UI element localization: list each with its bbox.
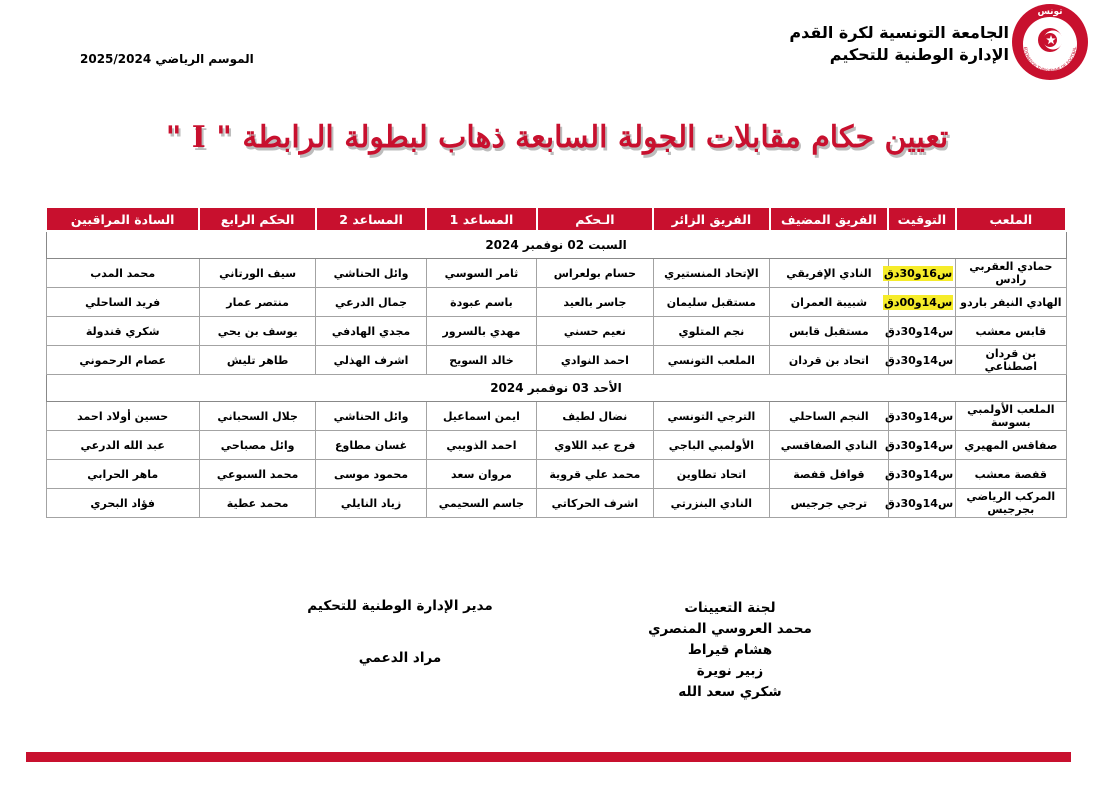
- col-away-team: الفريق الزائر: [653, 207, 770, 231]
- table-row: [46, 431, 1066, 460]
- assistant-1-cell: ثامر السوسي: [426, 259, 536, 288]
- fourth-official-cell: يوسف بن يحي: [199, 317, 316, 346]
- assistant-2-cell: محمود موسى: [316, 460, 426, 489]
- referee-cell: جاسر بالعيد: [537, 288, 654, 317]
- assistant-1-cell: احمد الذويبي: [426, 431, 536, 460]
- supervisor-cell: فؤاد البحري: [46, 489, 199, 518]
- supervisor-cell: عصام الرحموني: [46, 346, 199, 375]
- home-team-cell: قوافل قفصة: [770, 460, 889, 489]
- kickoff-time: [884, 402, 955, 431]
- kickoff-time-text: س16و30دق: [883, 266, 953, 280]
- fourth-official-cell: محمد عطية: [199, 489, 316, 518]
- org-header: [789, 22, 1009, 66]
- home-team-cell: النادي الصفاقسي: [770, 431, 889, 460]
- kickoff-time-text: س14و30دق: [884, 467, 954, 481]
- supervisor-cell: حسين أولاد احمد: [46, 402, 199, 431]
- assistant-2-cell: غسان مطاوع: [316, 431, 426, 460]
- committee-member: هشام قيراط: [687, 642, 773, 658]
- committee-member: زبير نويرة: [696, 663, 764, 679]
- kickoff-time: [883, 288, 955, 317]
- col-time: التوقيت: [888, 207, 955, 231]
- fourth-official-cell: جلال السحباني: [199, 402, 316, 431]
- col-assistant-2: المساعد 2: [316, 207, 426, 231]
- table-row: [46, 402, 1066, 431]
- kickoff-time: [884, 317, 955, 346]
- assistant-1-cell: باسم عبودة: [426, 288, 536, 317]
- assistant-2-cell: مجدي الهادفي: [316, 317, 426, 346]
- supervisor-cell: محمد المدب: [46, 259, 199, 288]
- table-body: [46, 231, 1066, 518]
- referee-cell: نضال لطيف: [537, 402, 654, 431]
- table-header-row: [46, 207, 1066, 231]
- kickoff-time-text: س14و30دق: [884, 496, 954, 510]
- referee-cell: محمد علي قروية: [537, 460, 654, 489]
- kickoff-time-text: س14و00دق: [883, 295, 953, 309]
- stadium-cell: قفصة معشب: [956, 460, 1066, 489]
- away-team-cell: نجم المتلوي: [653, 317, 770, 346]
- kickoff-time: [884, 460, 955, 489]
- fourth-official-cell: سيف الورتاني: [199, 259, 316, 288]
- footer-divider: [26, 752, 1071, 762]
- assistant-1-cell: مهدي بالسرور: [426, 317, 536, 346]
- committee-member: شكري سعد الله: [678, 684, 782, 700]
- director-name: مراد الدعمي: [358, 650, 442, 666]
- away-team-cell: مستقبل سليمان: [653, 288, 770, 317]
- committee-member: محمد العروسي المنصري: [648, 621, 812, 637]
- fourth-official-cell: طاهر تليش: [199, 346, 316, 375]
- kickoff-time-text: س14و30دق: [884, 353, 954, 367]
- col-referee: الـحكم: [537, 207, 654, 231]
- kickoff-time-text: س14و30دق: [884, 438, 954, 452]
- table-row: [46, 259, 1066, 288]
- away-team-cell: اتحاد تطاوين: [653, 460, 770, 489]
- director-title: مدير الإدارة الوطنية للتحكيم: [307, 598, 493, 614]
- home-team-cell: اتحاد بن قردان: [770, 346, 889, 375]
- away-team-cell: الترجي التونسي: [653, 402, 770, 431]
- stadium-cell: صفاقس المهيري: [956, 431, 1066, 460]
- org-name: الجامعة التونسية لكرة القدم: [789, 23, 1009, 42]
- referee-cell: اشرف الحركاتي: [537, 489, 654, 518]
- table-row: [46, 489, 1066, 518]
- kickoff-time: [884, 346, 955, 375]
- referee-cell: نعيم حسني: [537, 317, 654, 346]
- assistant-1-cell: جاسم السحيمي: [426, 489, 536, 518]
- supervisor-cell: ماهر الحرابي: [46, 460, 199, 489]
- col-stadium: الملعب: [956, 207, 1066, 231]
- fourth-official-cell: وائل مصباحي: [199, 431, 316, 460]
- assistant-1-cell: خالد السويح: [426, 346, 536, 375]
- committee-title: لجنة التعيينات: [684, 600, 776, 616]
- stadium-cell: بن قردان اصطناعي: [956, 346, 1066, 375]
- referee-cell: فرج عبد اللاوي: [537, 431, 654, 460]
- kickoff-time-text: س14و30دق: [884, 324, 954, 338]
- kickoff-time-text: س14و30دق: [884, 409, 954, 423]
- referee-cell: احمد النوادي: [537, 346, 654, 375]
- stadium-cell: حمادي العقربي رادس: [956, 259, 1066, 288]
- away-team-cell: النادي البنزرتي: [653, 489, 770, 518]
- away-team-cell: الإتحاد المنستيري: [653, 259, 770, 288]
- home-team-cell: شبيبة العمران: [770, 288, 889, 317]
- appointments-committee: [640, 598, 820, 703]
- org-department: الإدارة الوطنية للتحكيم: [829, 45, 1009, 64]
- season-label: الموسم الرياضي 2025/2024: [80, 52, 254, 66]
- referee-cell: حسام بولعراس: [537, 259, 654, 288]
- assistant-1-cell: ايمن اسماعيل: [426, 402, 536, 431]
- home-team-cell: النجم الساحلي: [770, 402, 889, 431]
- supervisor-cell: شكري قندولة: [46, 317, 199, 346]
- col-supervisors: السادة المراقبين: [46, 207, 199, 231]
- supervisor-cell: عبد الله الدرعي: [46, 431, 199, 460]
- match-day-label: الأحد 03 نوفمبر 2024: [46, 375, 1066, 402]
- home-team-cell: مستقبل قابس: [770, 317, 889, 346]
- assistant-2-cell: زياد النايلي: [316, 489, 426, 518]
- logo-ring-text: EDERATION TUNISIENNE DE FOOTBAL: [1022, 46, 1078, 74]
- table-row: [46, 288, 1066, 317]
- fourth-official-cell: محمد السبوعي: [199, 460, 316, 489]
- assistant-2-cell: وائل الحناشي: [316, 259, 426, 288]
- federation-logo: [1010, 2, 1090, 82]
- stadium-cell: قابس معشب: [956, 317, 1066, 346]
- fourth-official-cell: منتصر عمار: [199, 288, 316, 317]
- director-signature: [300, 598, 500, 666]
- stadium-cell: الملعب الأولمبي بسوسة: [956, 402, 1066, 431]
- day-header-row: [46, 231, 1066, 259]
- referee-assignments-table: [45, 206, 1067, 518]
- stadium-cell: الهادي النيفر باردو: [956, 288, 1066, 317]
- assistant-2-cell: وائل الحناشي: [316, 402, 426, 431]
- supervisor-cell: فريد الساحلي: [46, 288, 199, 317]
- stadium-cell: المركب الرياضي بجرجيس: [956, 489, 1066, 518]
- kickoff-time: [884, 489, 955, 518]
- table-row: [46, 346, 1066, 375]
- assistant-1-cell: مروان سعد: [426, 460, 536, 489]
- home-team-cell: النادي الإفريقي: [770, 259, 889, 288]
- col-home-team: الفريق المضيف: [770, 207, 889, 231]
- assistant-2-cell: جمال الدرعي: [316, 288, 426, 317]
- assistant-2-cell: اشرف الهذلي: [316, 346, 426, 375]
- day-header-row: [46, 375, 1066, 402]
- page-title: تعيين حكام مقابلات الجولة السابعة ذهاب لبطولة الرابطة " I ": [165, 120, 949, 155]
- away-team-cell: الملعب التونسي: [653, 346, 770, 375]
- away-team-cell: الأولمبي الباجي: [653, 431, 770, 460]
- match-day-label: السبت 02 نوفمبر 2024: [46, 231, 1066, 259]
- col-fourth-official: الحكم الرابع: [199, 207, 316, 231]
- table-row: [46, 460, 1066, 489]
- col-assistant-1: المساعد 1: [426, 207, 536, 231]
- kickoff-time: [884, 431, 955, 460]
- kickoff-time: [883, 259, 955, 288]
- home-team-cell: ترجي جرجيس: [770, 489, 889, 518]
- table-row: [46, 317, 1066, 346]
- logo-top-text: تونس: [1037, 7, 1063, 17]
